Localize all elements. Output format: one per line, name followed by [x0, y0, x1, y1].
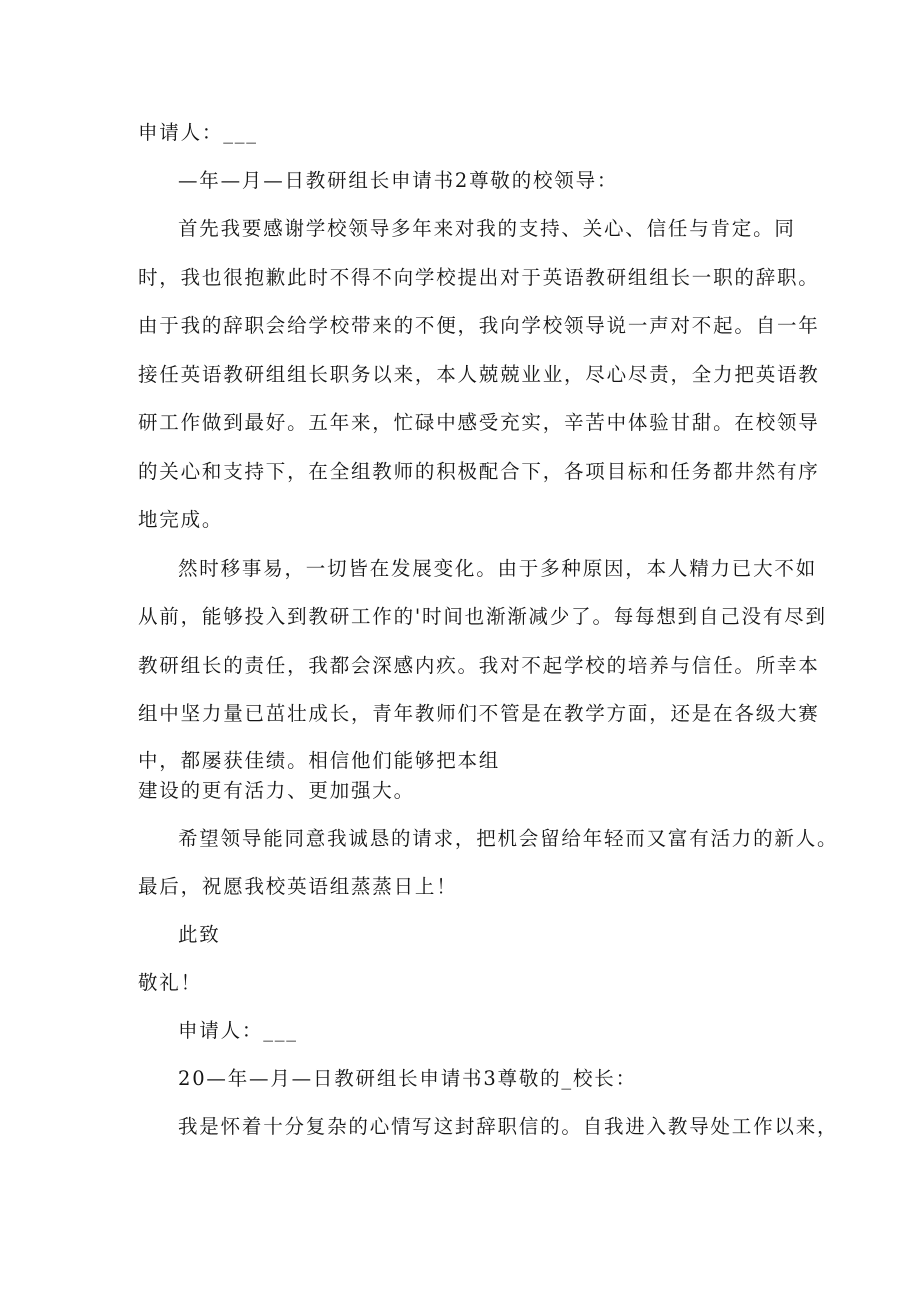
- paragraph-line: 中，都屡获佳绩。相信他们能够把本组: [138, 749, 501, 772]
- paragraph-line: 首先我要感谢学校领导多年来对我的支持、关心、信任与肯定。同: [178, 217, 796, 240]
- paragraph-line: 我是怀着十分复杂的心情写这封辞职信的。自我进入教导处工作以来，: [178, 1115, 839, 1138]
- paragraph-line: 教研组长的责任，我都会深感内疚。我对不起学校的培养与信任。所幸本: [138, 654, 820, 677]
- paragraph-line: 建设的更有活力、更加强大。: [138, 779, 415, 802]
- paragraph-line: 时，我也很抱歉此时不得不向学校提出对于英语教研组组长一职的辞职。: [138, 266, 820, 289]
- salutation-line: 敬礼！: [138, 971, 202, 994]
- date-heading-line: —年—月—日教研组长申请书2尊敬的校领导：: [178, 169, 619, 192]
- paragraph-line: 组中坚力量已茁壮成长，青年教师们不管是在教学方面，还是在各级大赛: [138, 702, 820, 725]
- date-heading-line: 20—年—月—日教研组长申请书3尊敬的_校长：: [178, 1067, 637, 1090]
- paragraph-line: 从前，能够投入到教研工作的'时间也渐渐减少了。每每想到自己没有尽到: [138, 605, 827, 628]
- applicant-line: 申请人：___: [178, 1019, 298, 1042]
- paragraph-line: 最后，祝愿我校英语组蒸蒸日上！: [138, 875, 458, 898]
- paragraph-line: 然时移事易，一切皆在发展变化。由于多种原因，本人精力已大不如: [178, 557, 818, 580]
- paragraph-line: 接任英语教研组组长职务以来，本人兢兢业业，尽心尽责，全力把英语教: [138, 363, 820, 386]
- paragraph-line: 研工作做到最好。五年来，忙碌中感受充实，辛苦中体验甘甜。在校领导: [138, 411, 820, 434]
- paragraph-line: 地完成。: [138, 508, 224, 531]
- paragraph-line: 希望领导能同意我诚恳的请求，把机会留给年轻而又富有活力的新人。: [178, 827, 839, 850]
- applicant-line: 申请人：___: [138, 121, 258, 144]
- paragraph-line: 的关心和支持下，在全组教师的积极配合下，各项目标和任务都井然有序: [138, 460, 820, 483]
- closing-line: 此致: [178, 923, 221, 946]
- paragraph-line: 由于我的辞职会给学校带来的不便，我向学校领导说一声对不起。自一年: [138, 314, 820, 337]
